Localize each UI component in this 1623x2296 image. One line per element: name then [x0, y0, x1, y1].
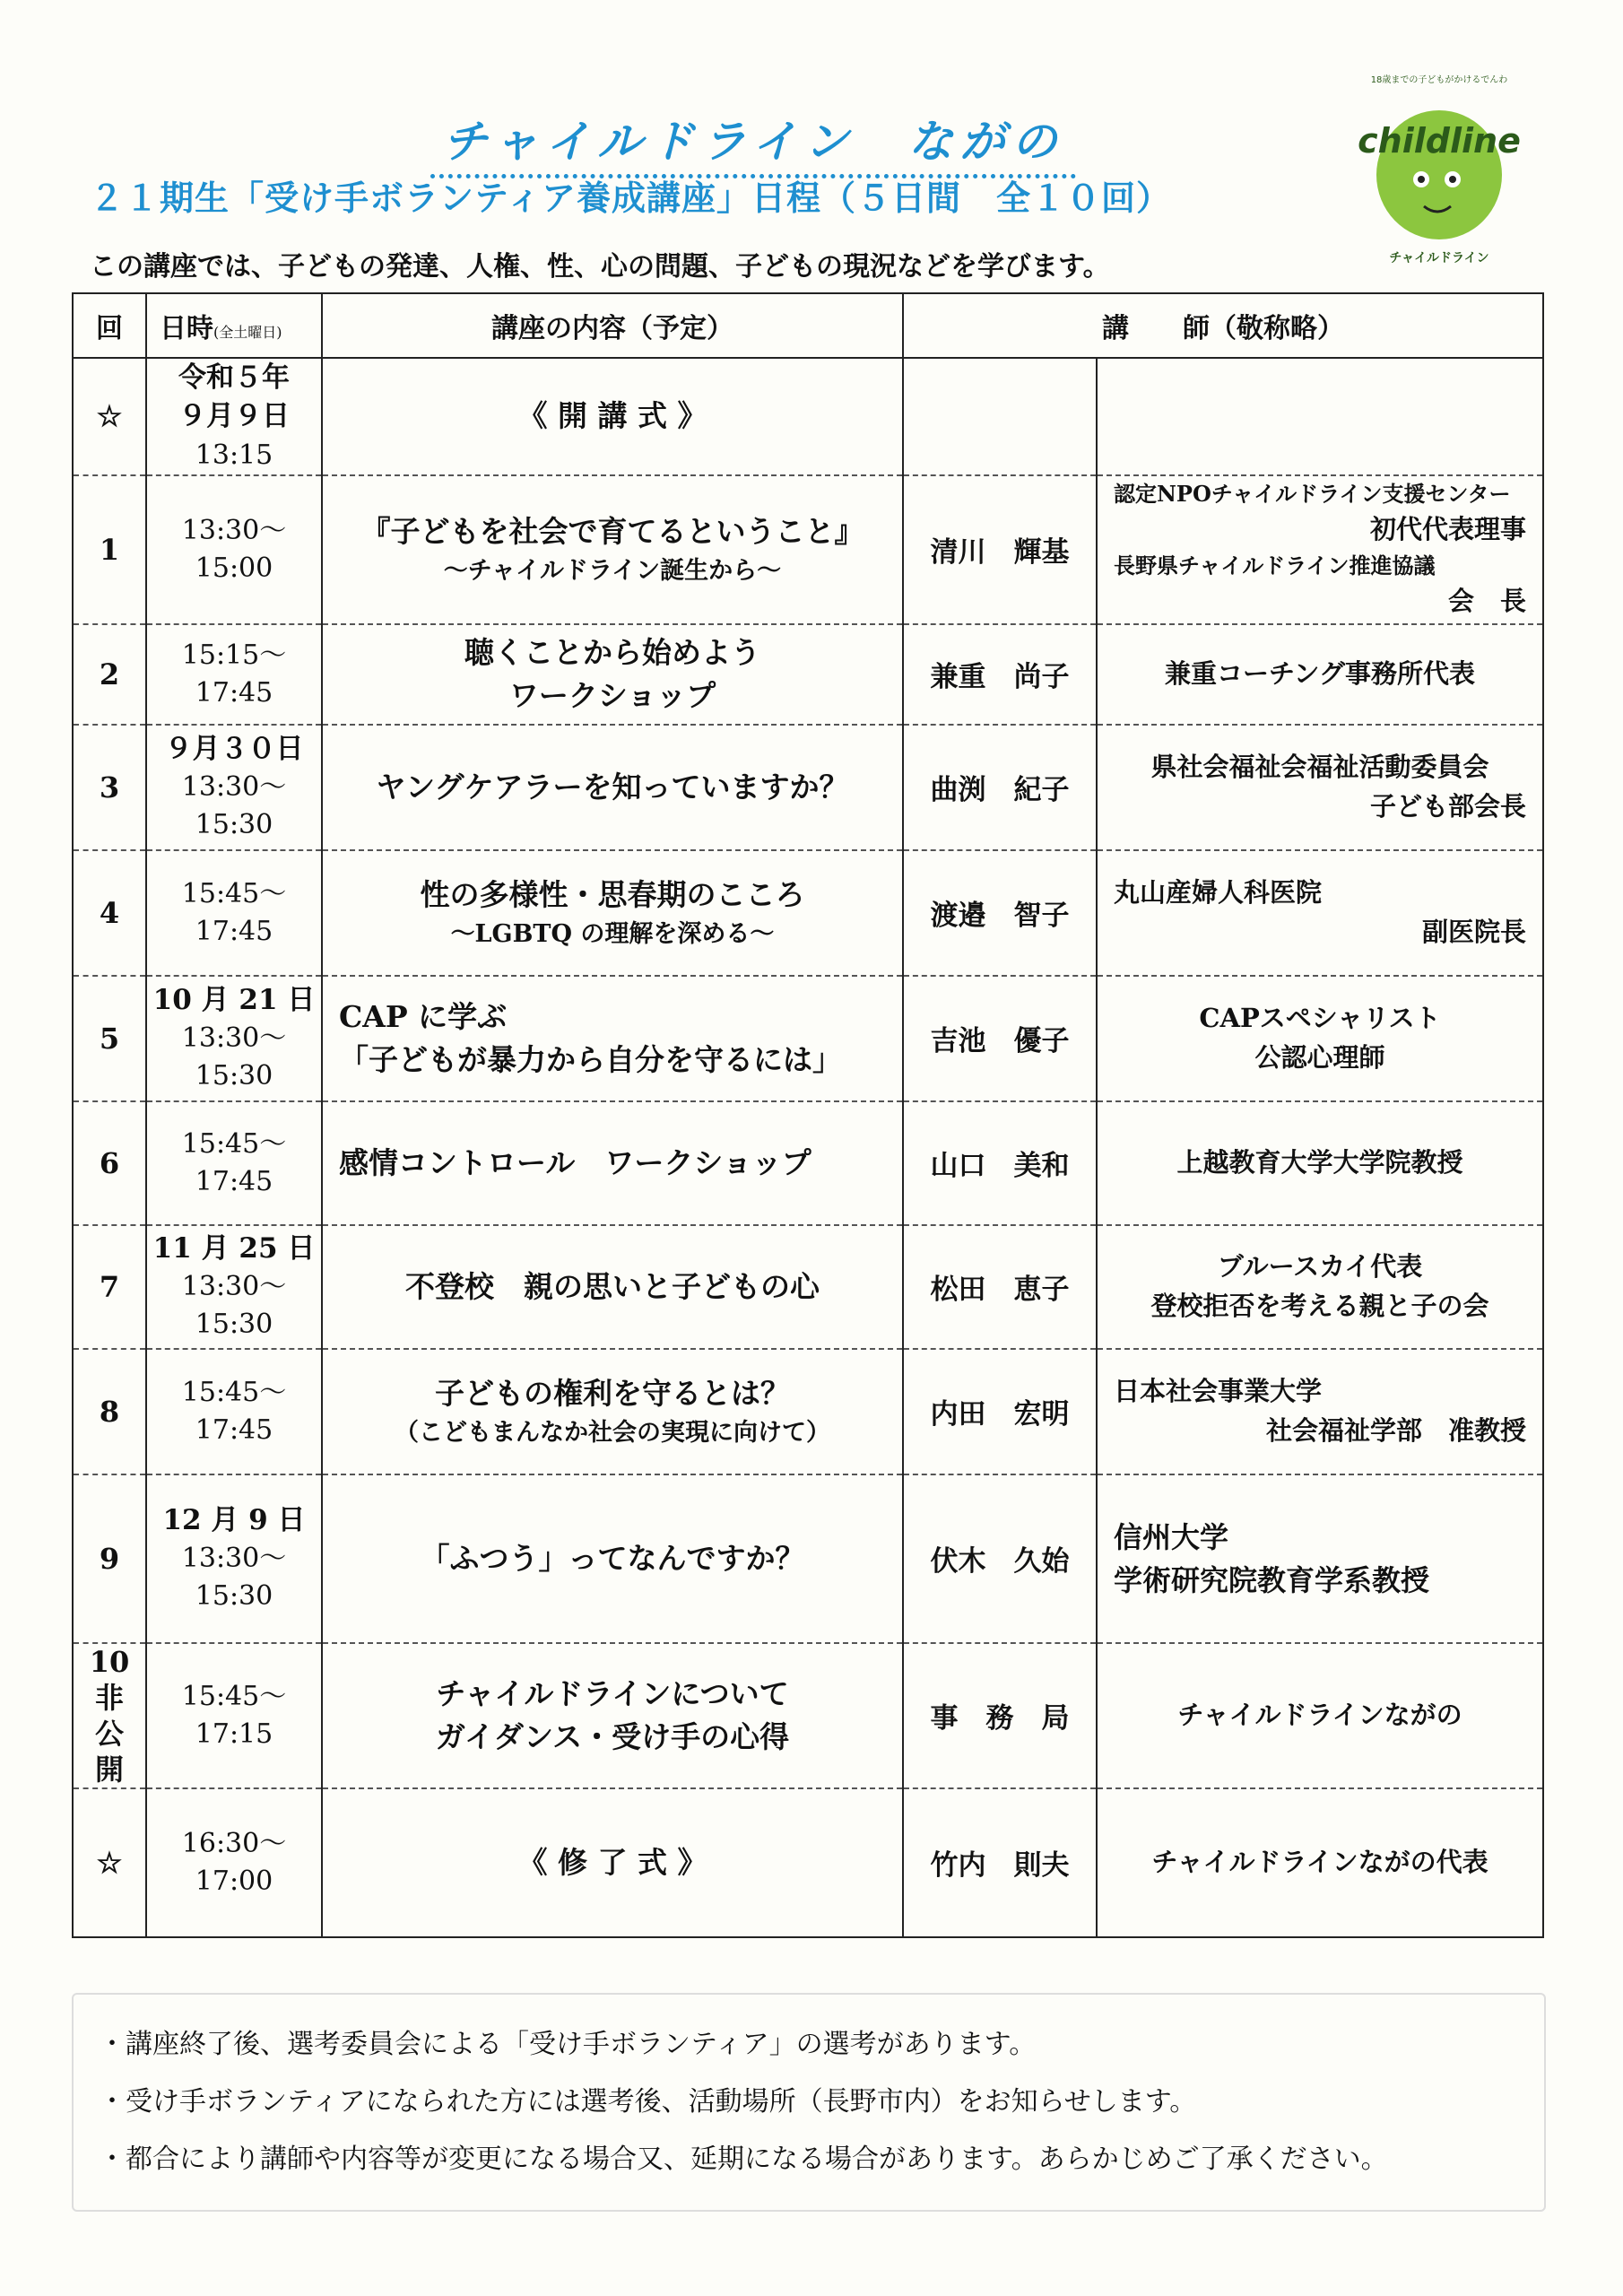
row-lecturer: 松田 恵子 — [903, 1225, 1097, 1349]
time-line: 17:45 — [195, 1413, 273, 1446]
time-line: 13:30～ — [181, 1022, 287, 1055]
table-row — [73, 1101, 1543, 1225]
header-date — [146, 293, 322, 358]
time-line: 15:00 — [195, 552, 273, 584]
row-date — [146, 624, 322, 725]
row-lecturer: 竹内 則夫 — [903, 1788, 1097, 1937]
time-line: 13:30～ — [181, 514, 287, 546]
page-title: チャイルドライン ながの — [430, 106, 1076, 178]
time-line: 15:30 — [195, 1580, 273, 1613]
row-affiliation — [1097, 1349, 1543, 1474]
row-content: 不登校 親の思いと子どもの心 — [322, 1225, 903, 1349]
page-subtitle: ２１期生「受け手ボランティア養成講座」日程（５日間 全１０回） — [90, 178, 1171, 218]
row-no — [73, 1643, 146, 1788]
header-date-label: 日時 — [160, 313, 213, 344]
row-content — [322, 976, 903, 1101]
date-line: 10 月 21 日 — [152, 984, 316, 1017]
row-lecturer: 事 務 局 — [903, 1643, 1097, 1788]
row-lecturer: 清川 輝基 — [903, 475, 1097, 624]
aff-line: CAPスペシャリスト — [1199, 1003, 1441, 1034]
table-row — [73, 358, 1543, 475]
date-line: ９月３０日 — [164, 733, 304, 766]
aff-line: ブルースカイ代表 — [1217, 1251, 1423, 1283]
table-row — [73, 976, 1543, 1101]
time-line: 15:45～ — [181, 1680, 287, 1712]
header-date-note: (全土曜日) — [213, 324, 282, 341]
row-no: 2 — [73, 624, 146, 725]
row-affiliation — [1097, 976, 1543, 1101]
aff-line: 社会福祉学部 准教授 — [1265, 1414, 1526, 1446]
row-lecturer: 兼重 尚子 — [903, 624, 1097, 725]
content-line: CAP に学ぶ — [339, 998, 508, 1034]
aff-line: チャイルドラインながの — [1177, 1700, 1462, 1731]
table-row — [73, 1225, 1543, 1349]
row-affiliation — [1097, 1225, 1543, 1349]
time-line: 13:15 — [195, 439, 273, 471]
logo-wordmark: childline — [1358, 121, 1521, 161]
content-sub: ～LGBTQ の理解を深める～ — [450, 920, 775, 949]
date-line: 12 月 9 日 — [162, 1504, 306, 1537]
no-line: 公 — [94, 1716, 124, 1751]
table-header-row — [73, 293, 1543, 358]
row-affiliation — [1097, 1788, 1543, 1937]
row-content — [322, 1643, 903, 1788]
content-sub: （こどもまんなか社会の実現に向けて） — [395, 1419, 830, 1448]
row-content: 感情コントロール ワークショップ — [322, 1101, 903, 1225]
time-line: 17:45 — [195, 915, 273, 947]
content-line: 子どもの権利を守るとは？ — [435, 1376, 790, 1412]
row-content: 《 開 講 式 》 — [322, 358, 903, 475]
row-no: 5 — [73, 976, 146, 1101]
row-lecturer: 伏木 久始 — [903, 1474, 1097, 1643]
aff-line: 兼重コーチング事務所代表 — [1165, 658, 1475, 690]
content-line: ガイダンス・受け手の心得 — [435, 1718, 790, 1754]
row-content — [322, 624, 903, 725]
time-line: 17:15 — [195, 1718, 273, 1750]
row-lecturer: 曲渕 紀子 — [903, 725, 1097, 850]
date-line: ９月９日 — [178, 400, 290, 433]
aff-line: 子ども部会長 — [1369, 790, 1526, 822]
time-line: 15:45～ — [181, 1127, 287, 1160]
table-row — [73, 1474, 1543, 1643]
no-line: 開 — [94, 1752, 124, 1787]
row-no: 3 — [73, 725, 146, 850]
aff-line: 県社会福祉会福祉活動委員会 — [1150, 752, 1489, 783]
row-no: 8 — [73, 1349, 146, 1474]
row-no: ☆ — [73, 358, 146, 475]
time-line: 17:45 — [195, 676, 273, 709]
content-line: ワークショップ — [508, 677, 716, 713]
note-item: ・ 講座終了後、選考委員会による「受け手ボランティア」の選考があります。 — [99, 2016, 1551, 2074]
row-date — [146, 1349, 322, 1474]
time-line: 17:45 — [195, 1165, 273, 1197]
time-line: 15:45～ — [181, 1376, 287, 1408]
row-date — [146, 725, 322, 850]
header-lecturer: 講 師（敬称略） — [903, 293, 1543, 358]
schedule-table — [72, 292, 1544, 1938]
no-line: 10 — [89, 1644, 130, 1679]
row-lecturer — [903, 358, 1097, 475]
table-row — [73, 1643, 1543, 1788]
aff-line: 登校拒否を考える親と子の会 — [1150, 1290, 1489, 1321]
row-content — [322, 850, 903, 976]
row-date — [146, 1643, 322, 1788]
row-affiliation — [1097, 475, 1543, 624]
row-no: 4 — [73, 850, 146, 976]
aff-line: 学術研究院教育学系教授 — [1114, 1562, 1430, 1597]
time-line: 15:15～ — [181, 639, 287, 671]
aff-line: 丸山産婦人科医院 — [1114, 877, 1323, 909]
row-affiliation — [1097, 1101, 1543, 1225]
row-date — [146, 358, 322, 475]
table-row — [73, 624, 1543, 725]
row-affiliation — [1097, 1643, 1543, 1788]
row-content — [322, 1349, 903, 1474]
row-no: ☆ — [73, 1788, 146, 1937]
content-line: 「子どもが暴力から自分を守るには」 — [339, 1041, 842, 1077]
time-line: 13:30～ — [181, 1543, 287, 1575]
content-line: 聴くことから始めよう — [464, 634, 760, 670]
row-lecturer: 内田 宏明 — [903, 1349, 1097, 1474]
content-line: チャイルドラインについて — [436, 1675, 789, 1711]
table-row — [73, 1349, 1543, 1474]
row-date — [146, 1474, 322, 1643]
row-no: 1 — [73, 475, 146, 624]
time-line: 15:45～ — [181, 877, 287, 909]
intro-text: この講座では、子どもの発達、人権、性、心の問題、子どもの現況などを学びます。 — [90, 251, 1110, 283]
aff-line: 上越教育大学大学院教授 — [1176, 1147, 1463, 1178]
row-date — [146, 976, 322, 1101]
aff-line: 日本社会事業大学 — [1114, 1376, 1323, 1407]
table-row — [73, 475, 1543, 624]
row-content: 《 修 了 式 》 — [322, 1788, 903, 1937]
time-line: 15:30 — [195, 809, 273, 841]
row-content: 「ふつう」ってなんですか？ — [322, 1474, 903, 1643]
table-row — [73, 1788, 1543, 1937]
time-line: 15:30 — [195, 1309, 273, 1341]
row-date — [146, 1788, 322, 1937]
aff-line: 会 長 — [1447, 585, 1526, 616]
time-line: 15:30 — [195, 1060, 273, 1092]
time-line: 16:30～ — [181, 1827, 287, 1859]
row-affiliation — [1097, 725, 1543, 850]
date-line: 11 月 25 日 — [152, 1232, 316, 1265]
row-no: 6 — [73, 1101, 146, 1225]
header-content: 講座の内容（予定） — [322, 293, 903, 358]
logo-caption: チャイルドライン — [1389, 251, 1489, 265]
logo-arc-text: 18歳までの子どもがかけるでんわ — [1370, 75, 1508, 85]
row-date — [146, 475, 322, 624]
table-row — [73, 850, 1543, 976]
row-affiliation — [1097, 358, 1543, 475]
row-date — [146, 850, 322, 976]
row-date — [146, 1101, 322, 1225]
row-lecturer: 吉池 優子 — [903, 976, 1097, 1101]
aff-line: 公認心理師 — [1254, 1041, 1385, 1073]
time-line: 13:30～ — [181, 771, 287, 804]
aff-line: 初代代表理事 — [1369, 514, 1526, 545]
row-affiliation — [1097, 624, 1543, 725]
table-row — [73, 725, 1543, 850]
note-item: ・ 都合により講師や内容等が変更になる場合又、延期になる場合があります。あらかじめご了承ください。 — [99, 2131, 1551, 2188]
aff-line: 信州大学 — [1114, 1519, 1229, 1554]
childline-logo-icon — [1336, 63, 1542, 269]
row-lecturer: 山口 美和 — [903, 1101, 1097, 1225]
content-sub: ～チャイルドライン誕生から～ — [443, 557, 782, 586]
row-affiliation — [1097, 1474, 1543, 1643]
time-line: 13:30～ — [181, 1271, 287, 1303]
content-line: 性の多様性・思春期のこころ — [420, 877, 805, 913]
header-no: 回 — [73, 293, 146, 358]
content-line: 『子どもを社会で育てるということ』 — [360, 514, 864, 550]
aff-line: 長野県チャイルドライン推進協議 — [1114, 552, 1436, 578]
row-no: 9 — [73, 1474, 146, 1643]
row-date — [146, 1225, 322, 1349]
row-content: ヤングケアラーを知っていますか？ — [322, 725, 903, 850]
row-no: 7 — [73, 1225, 146, 1349]
date-line: 令和５年 — [178, 361, 290, 394]
notes-list — [99, 2016, 1551, 2188]
no-line: 非 — [94, 1680, 124, 1715]
aff-line: 副医院長 — [1421, 916, 1526, 947]
row-content — [322, 475, 903, 624]
row-affiliation — [1097, 850, 1543, 976]
aff-line: チャイルドラインながの代表 — [1151, 1847, 1488, 1878]
aff-line: 認定NPOチャイルドライン支援センター — [1114, 481, 1511, 508]
row-lecturer: 渡邉 智子 — [903, 850, 1097, 976]
note-item: ・ 受け手ボランティアになられた方には選考後、活動場所（長野市内）をお知らせします。 — [99, 2074, 1551, 2131]
time-line: 17:00 — [195, 1865, 273, 1897]
